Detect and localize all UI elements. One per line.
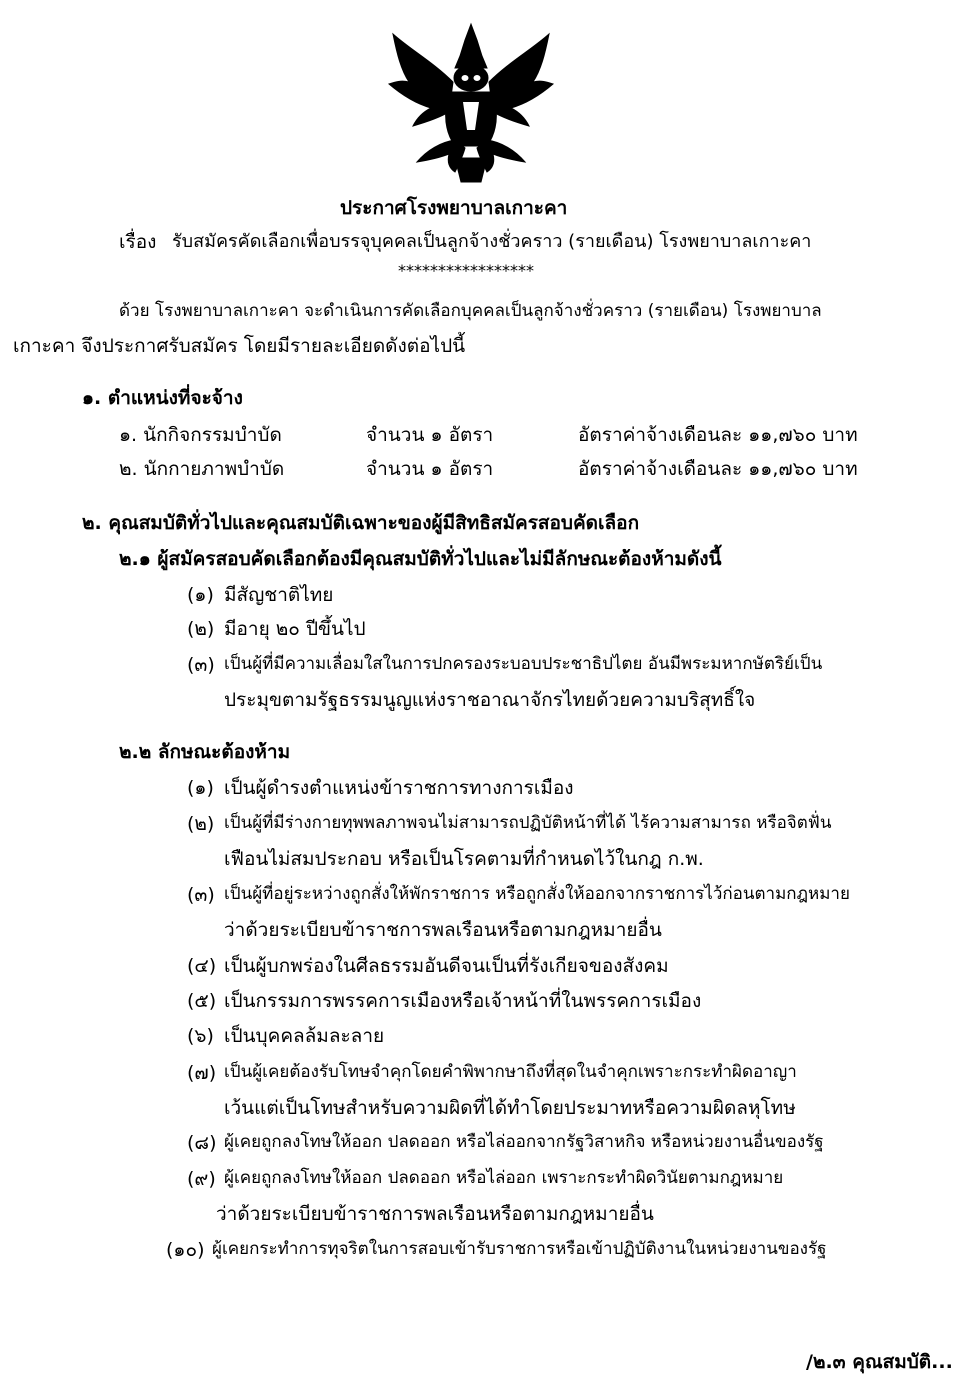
list-item-number: (๑) <box>187 777 214 799</box>
separator-stars: ***************** <box>398 261 534 280</box>
list-item-continuation: เฟือนไม่สมประกอบ หรือเป็นโรคตามที่กำหนดไว้ในกฎ ก.พ. <box>224 848 704 870</box>
section-2-heading: ๒. คุณสมบัติทั่วไปและคุณสมบัติเฉพาะของผู้มีสิทธิสมัครสอบคัดเลือก <box>82 512 640 534</box>
section-2-1-heading: ๒.๑ ผู้สมัครสอบคัดเลือกต้องมีคุณสมบัติทั่วไปและไม่มีลักษณะต้องห้ามดังนี้ <box>119 548 722 570</box>
position-salary: อัตราค่าจ้างเดือนละ ๑๑,๗๖๐ บาท <box>578 458 858 480</box>
list-item: เป็นผู้ที่มีความเลื่อมใสในการปกครองระบอบประชาธิปไตย อันมีพระมหากษัตริย์เป็น <box>224 654 823 674</box>
continuation-note: /๒.๓ คุณสมบัติ... <box>806 1351 953 1373</box>
list-item-continuation: ว่าด้วยระเบียบข้าราชการพลเรือนหรือตามกฎหมายอื่น <box>224 919 662 941</box>
list-item: เป็นผู้ที่มีร่างกายทุพพลภาพจนไม่สามารถปฏิบัติหน้าที่ได้ ไร้ความสามารถ หรือจิตฟั่น <box>224 813 832 833</box>
list-item-number: (๙) <box>187 1168 216 1190</box>
intro-line-2: เกาะคา จึงประกาศรับสมัคร โดยมีรายละเอียดดังต่อไปนี้ <box>13 335 466 357</box>
list-item-number: (๒) <box>187 618 215 640</box>
list-item-number: (๓) <box>187 884 215 906</box>
page-title: ประกาศโรงพยาบาลเกาะคา <box>340 197 568 219</box>
subject-text: รับสมัครคัดเลือกเพื่อบรรจุบุคคลเป็นลูกจ้างชั่วคราว (รายเดือน) โรงพยาบาลเกาะคา <box>172 231 812 252</box>
list-item-number: (๑) <box>187 584 214 606</box>
list-item: ผู้เคยถูกลงโทษให้ออก ปลดออก หรือไล่ออก เพราะกระทำผิดวินัยตามกฎหมาย <box>224 1168 784 1188</box>
list-item: เป็นผู้ที่อยู่ระหว่างถูกสั่งให้พักราชการ หรือถูกสั่งให้ออกจากราชการไว้ก่อนตามกฎหมาย <box>224 884 850 904</box>
list-item: เป็นผู้เคยต้องรับโทษจำคุกโดยคำพิพากษาถึงที่สุดในจำคุกเพราะกระทำผิดอาญา <box>224 1062 797 1082</box>
position-count: จำนวน ๑ อัตรา <box>366 424 494 446</box>
list-item-number: (๗) <box>187 1062 217 1084</box>
list-item-number: (๘) <box>187 1132 217 1154</box>
list-item: มีสัญชาติไทย <box>224 584 334 606</box>
intro-line-1: ด้วย โรงพยาบาลเกาะคา จะดำเนินการคัดเลือกบุคคลเป็นลูกจ้างชั่วคราว (รายเดือน) โรงพยาบาล <box>119 301 822 321</box>
list-item: เป็นผู้บกพร่องในศีลธรรมอันดีจนเป็นที่รังเกียจของสังคม <box>224 955 669 977</box>
position-count: จำนวน ๑ อัตรา <box>366 458 494 480</box>
list-item: เป็นผู้ดำรงตำแหน่งข้าราชการทางการเมือง <box>224 777 574 799</box>
list-item-number: (๔) <box>187 955 217 977</box>
list-item-number: (๑๐) <box>166 1239 205 1261</box>
section-1-heading: ๑. ตำแหน่งที่จะจ้าง <box>82 387 243 409</box>
list-item: ผู้เคยถูกลงโทษให้ออก ปลดออก หรือไล่ออกจากรัฐวิสาหกิจ หรือหน่วยงานอื่นของรัฐ <box>224 1132 824 1152</box>
list-item-number: (๓) <box>187 654 215 676</box>
list-item-continuation: เว้นแต่เป็นโทษสำหรับความผิดที่ได้ทำโดยประมาทหรือความผิดลหุโทษ <box>224 1097 796 1119</box>
position-name: ๑. นักกิจกรรมบำบัด <box>119 424 282 446</box>
list-item-number: (๕) <box>187 990 217 1012</box>
list-item: ผู้เคยกระทำการทุจริตในการสอบเข้ารับราชการหรือเข้าปฏิบัติงานในหน่วยงานของรัฐ <box>212 1239 827 1259</box>
list-item: เป็นกรรมการพรรคการเมืองหรือเจ้าหน้าที่ในพรรคการเมือง <box>224 990 702 1012</box>
garuda-emblem-icon <box>383 22 559 184</box>
list-item-number: (๖) <box>187 1025 214 1047</box>
list-item-continuation: ประมุขตามรัฐธรรมนูญแห่งราชอาณาจักรไทยด้วยความบริสุทธิ์ใจ <box>224 689 756 711</box>
list-item-continuation: ว่าด้วยระเบียบข้าราชการพลเรือนหรือตามกฎหมายอื่น <box>216 1203 654 1225</box>
subject-label: เรื่อง <box>119 231 157 253</box>
position-salary: อัตราค่าจ้างเดือนละ ๑๑,๗๖๐ บาท <box>578 424 858 446</box>
list-item-number: (๒) <box>187 813 215 835</box>
section-2-2-heading: ๒.๒ ลักษณะต้องห้าม <box>119 741 291 763</box>
list-item: เป็นบุคคลล้มละลาย <box>224 1025 385 1047</box>
position-name: ๒. นักกายภาพบำบัด <box>119 458 285 480</box>
list-item: มีอายุ ๒๐ ปีขึ้นไป <box>224 618 366 640</box>
